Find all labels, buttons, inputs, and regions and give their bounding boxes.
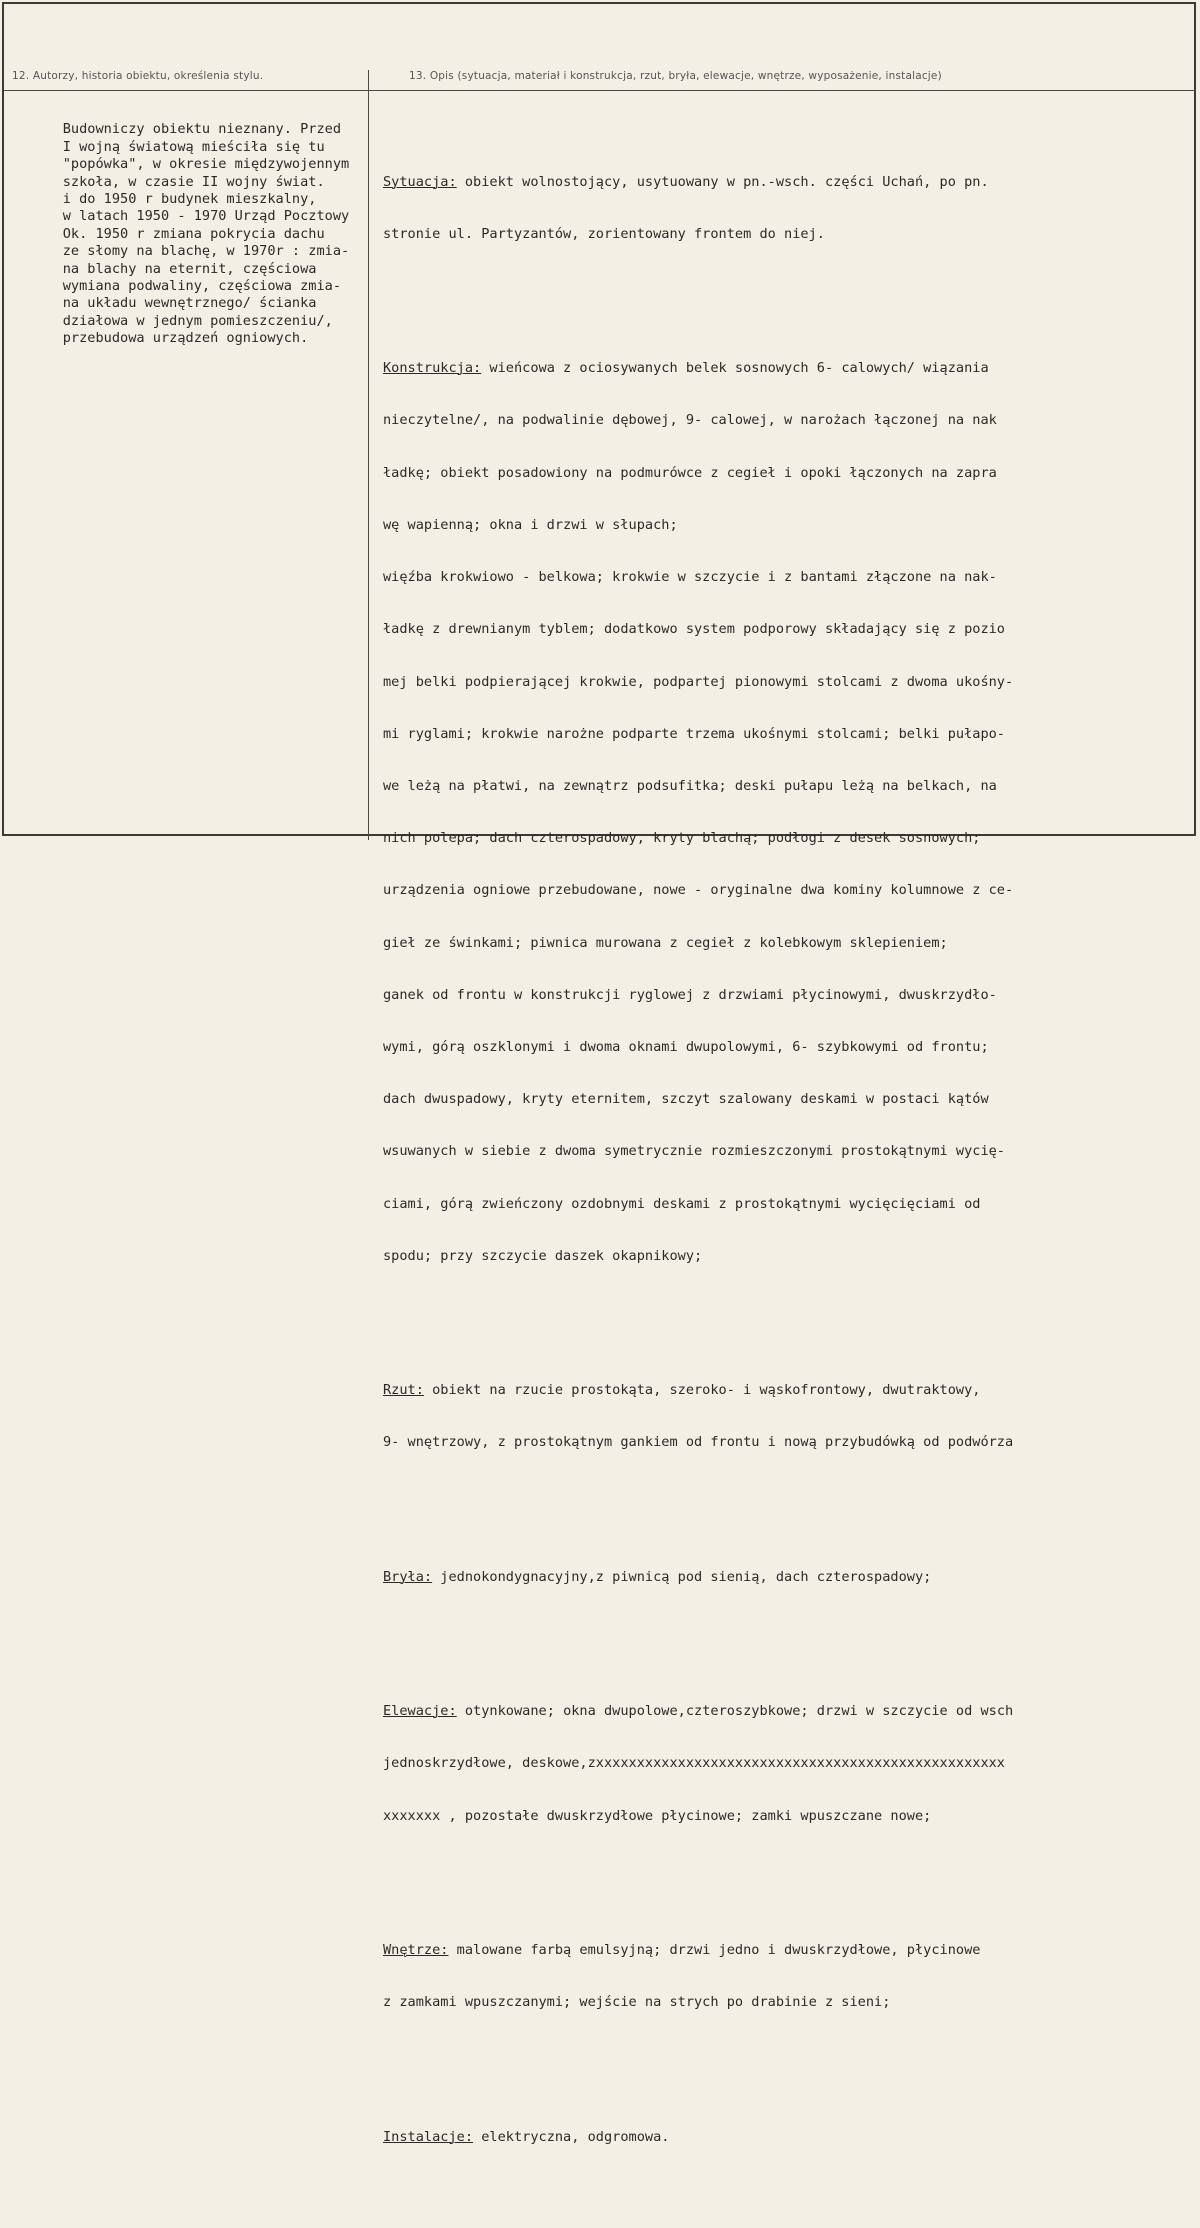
section-line: ładkę z drewnianym tyblem; dodatkowo system podporowy składający się z pozio xyxy=(383,621,1005,638)
section-heading: Bryła: xyxy=(383,1568,433,1585)
section-line: Elewacje: otynkowane; okna dwupolowe,czteroszybkowe; drzwi w szczycie od wsch xyxy=(383,1703,1014,1720)
section-line: stronie ul. Partyzantów, zorientowany frontem do niej. xyxy=(383,225,825,242)
section-line: nich polepa; dach czterospadowy, kryty blachą; podłogi z desek sosnowych; xyxy=(383,830,981,847)
section-line: we leżą na płatwi, na zewnątrz podsufitka; deski pułapu leżą na belkach, na xyxy=(383,777,997,794)
history-line: na układu wewnętrznego/ ścianka xyxy=(62,295,317,312)
section-line: urządzenia ogniowe przebudowane, nowe - oryginalne dwa kominy kolumnowe z ce- xyxy=(383,882,1014,899)
history-line: ze słomy na blachę, w 1970r : zmia- xyxy=(62,243,350,260)
section-line: 9- wnętrzowy, z prostokątnym gankiem od frontu i nową przybudówką od podwórza xyxy=(383,1434,1014,1451)
section-elewacje xyxy=(383,1668,1193,1859)
history-line: w latach 1950 - 1970 Urząd Pocztowy xyxy=(62,208,350,225)
history-line: I wojną światową mieściła się tu xyxy=(62,138,325,155)
column-divider-line xyxy=(368,70,369,840)
section-line: więźba krokwiowo - belkowa; krokwie w szczycie i z bantami złączone na nak- xyxy=(383,569,997,586)
section-line: ganek od frontu w konstrukcji ryglowej z drzwiami płycinowymi, dwuskrzydło- xyxy=(383,986,997,1003)
section-line: wymi, górą oszklonymi i dwoma oknami dwupolowymi, 6- szybkowymi od frontu; xyxy=(383,1039,989,1056)
history-line: działowa w jednym pomieszczeniu/, xyxy=(62,312,333,329)
history-line: "popówka", w okresie międzywojennym xyxy=(62,156,350,173)
header-separator-line xyxy=(4,90,1196,91)
section-bryla xyxy=(383,1534,1193,1621)
section-konstrukcja xyxy=(383,325,1193,1300)
section-line: Wnętrze: malowane farbą emulsyjną; drzwi jedno i dwuskrzydłowe, płycinowe xyxy=(383,1941,981,1958)
history-line: szkoła, w czasie II wojny świat. xyxy=(62,173,325,190)
section-line: ciami, górą zwieńczony ozdobnymi deskami z prostokątnymi wycięcięciami od xyxy=(383,1195,981,1212)
section-line: nieczytelne/, na podwalinie dębowej, 9- calowej, w narożach łączonej na nak xyxy=(383,412,997,429)
section-line: spodu; przy szczycie daszek okapnikowy; xyxy=(383,1247,703,1264)
history-line: przebudowa urządzeń ogniowych. xyxy=(62,330,309,347)
section-heading: Elewacje: xyxy=(383,1703,457,1720)
section-line: wsuwanych w siebie z dwoma symetrycznie rozmieszczonymi prostokątnymi wycię- xyxy=(383,1143,1005,1160)
right-column-header: 13. Opis (sytuacja, materiał i konstrukcja, rzut, bryła, elewacje, wnętrze, wyposażenie, instalacje) xyxy=(409,70,942,82)
section-wnetrze xyxy=(383,1907,1193,2046)
section-line: Instalacje: elektryczna, odgromowa. xyxy=(383,2128,670,2145)
section-line: z zamkami wpuszczanymi; wejście na strych po drabinie z sieni; xyxy=(383,1994,891,2011)
history-line: Ok. 1950 r zmiana pokrycia dachu xyxy=(62,225,325,242)
history-line: Budowniczy obiektu nieznany. Przed xyxy=(62,121,342,138)
section-line: dach dwuspadowy, kryty eternitem, szczyt szalowany deskami w postaci kątów xyxy=(383,1091,989,1108)
section-line: gieł ze świnkami; piwnica murowana z cegieł z kolebkowym sklepieniem; xyxy=(383,934,948,951)
section-line: Bryła: jednokondygnacyjny,z piwnicą pod sienią, dach czterospadowy; xyxy=(383,1568,932,1585)
section-instalacje xyxy=(383,2094,1193,2181)
section-line: jednoskrzydłowe, deskowe,zxxxxxxxxxxxxxxxxxxxxxxxxxxxxxxxxxxxxxxxxxxxxxxxxxx xyxy=(383,1755,1005,1772)
left-column-header: 12. Autorzy, historia obiektu, określenia stylu. xyxy=(12,70,264,82)
section-line: mej belki podpierającej krokwie, podpartej pionowymi stolcami z dwoma ukośny- xyxy=(383,673,1014,690)
section-heading: Instalacje: xyxy=(383,2128,474,2145)
history-line: i do 1950 r budynek mieszkalny, xyxy=(62,191,317,208)
section-heading: Konstrukcja: xyxy=(383,360,482,377)
section-heading: Rzut: xyxy=(383,1382,424,1399)
section-line: Konstrukcja: wieńcowa z ociosywanych belek sosnowych 6- calowych/ wiązania xyxy=(383,360,989,377)
section-line: mi ryglami; krokwie narożne podparte trzema ukośnymi stolcami; belki pułapo- xyxy=(383,725,1005,742)
section-line: ładkę; obiekt posadowiony na podmurówce z cegieł i opoki łączonych na zapra xyxy=(383,464,997,481)
section-heading: Sytuacja: xyxy=(383,173,457,190)
section-line: wę wapienną; okna i drzwi w słupach; xyxy=(383,516,678,533)
section-line: xxxxxxx , pozostałe dwuskrzydłowe płycinowe; zamki wpuszczane nowe; xyxy=(383,1807,932,1824)
section-sytuacja xyxy=(383,139,1193,278)
history-text xyxy=(30,104,366,365)
section-line: Sytuacja: obiekt wolnostojący, usytuowany w pn.-wsch. części Uchań, po pn. xyxy=(383,173,989,190)
description-text xyxy=(383,104,1193,2228)
history-line: wymiana podwaliny, częściowa zmia- xyxy=(62,278,342,295)
section-line: Rzut: obiekt na rzucie prostokąta, szeroko- i wąskofrontowy, dwutraktowy, xyxy=(383,1382,981,1399)
history-line: na blachy na eternit, częściowa xyxy=(62,260,317,277)
section-rzut xyxy=(383,1347,1193,1486)
section-heading: Wnętrze: xyxy=(383,1941,449,1958)
